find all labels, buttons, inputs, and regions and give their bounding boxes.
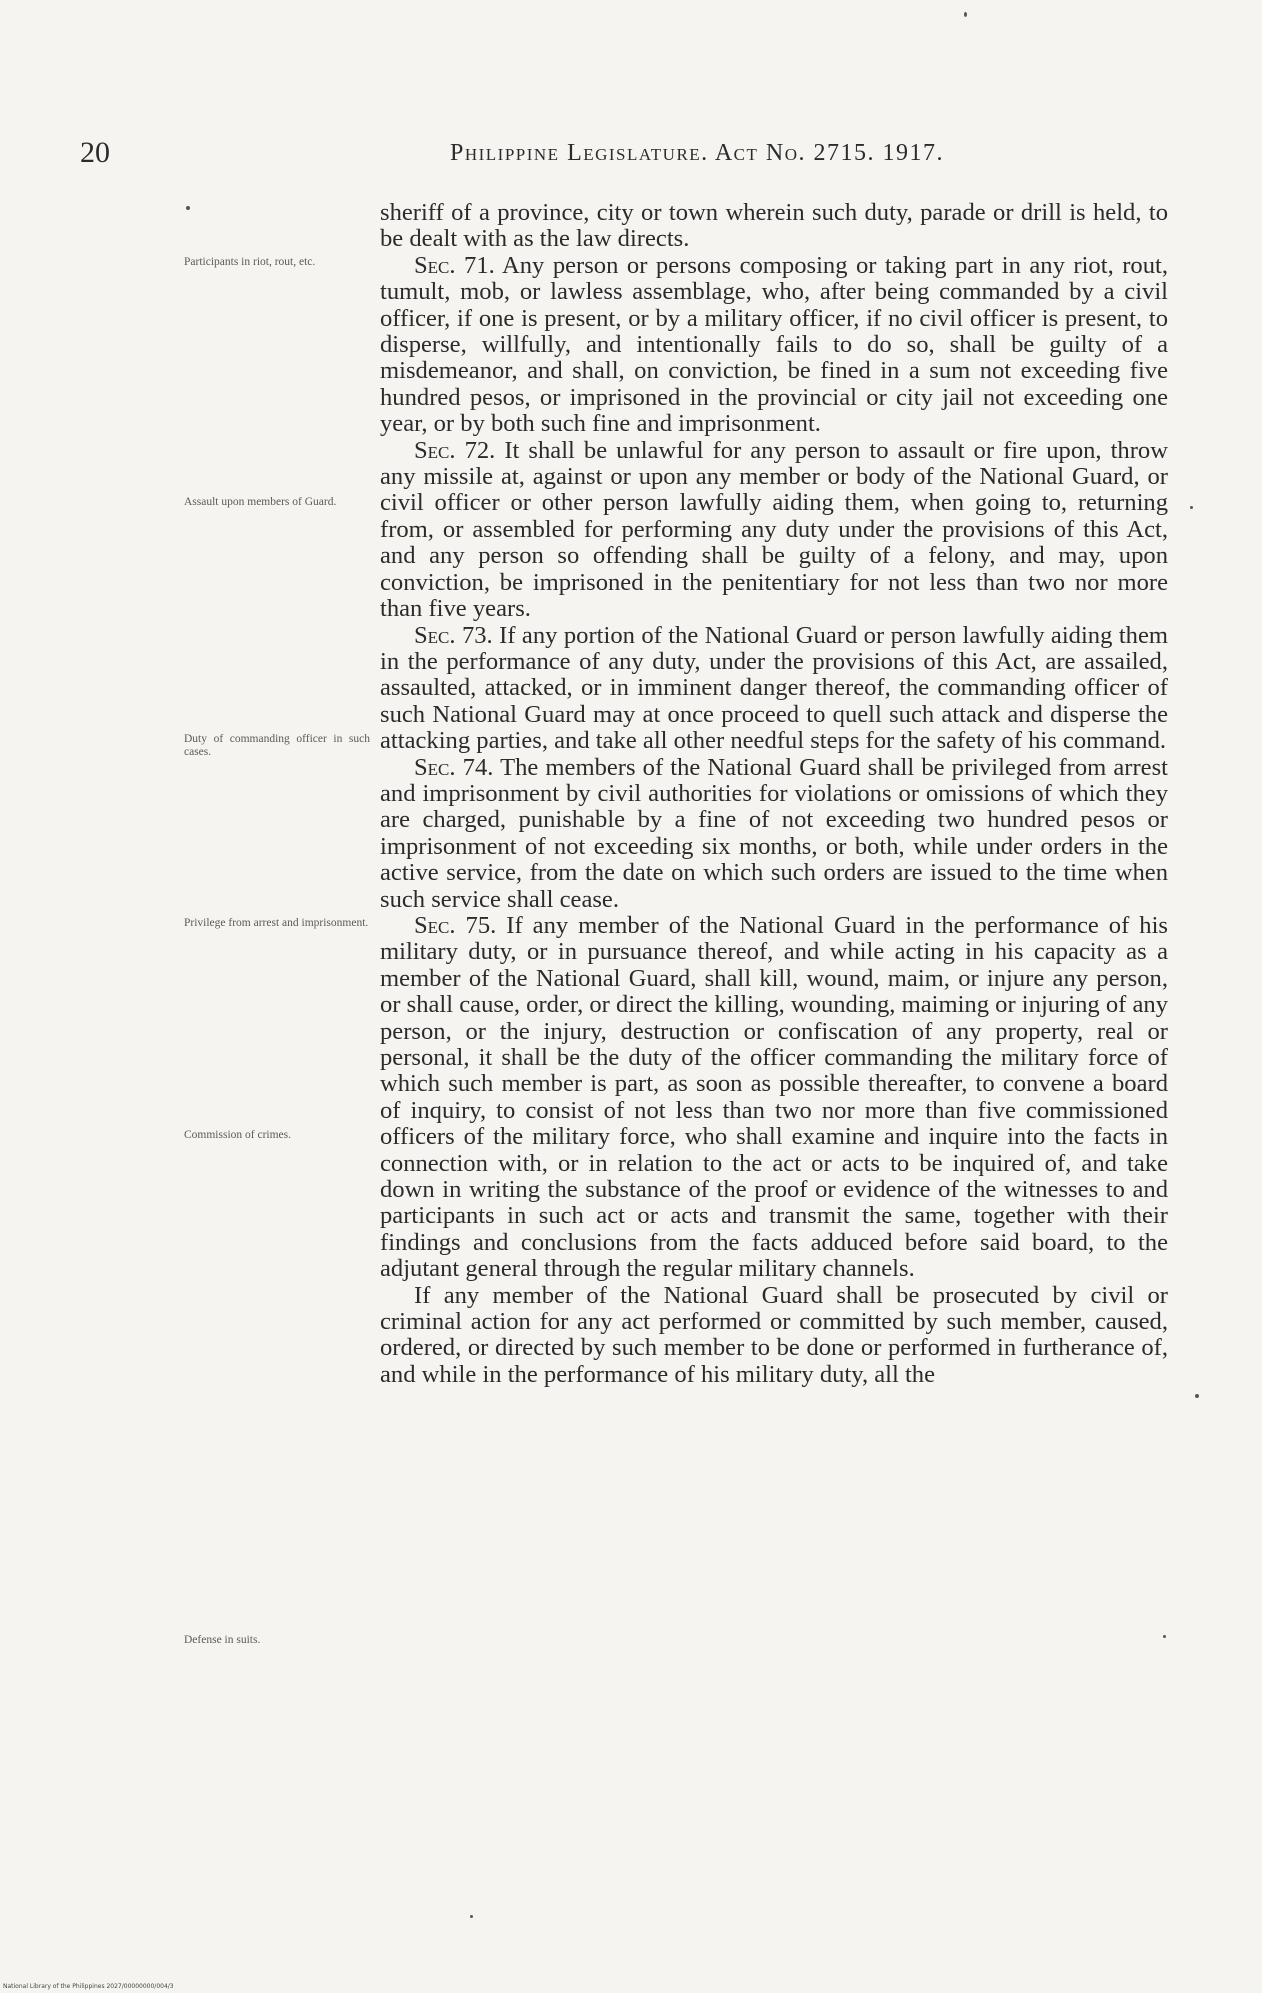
margin-note: Duty of commanding officer in such cases. <box>184 733 370 758</box>
paragraph <box>380 438 1168 623</box>
margin-note: Participants in riot, rout, etc. <box>184 256 316 268</box>
paragraph <box>380 253 1168 438</box>
paragraph <box>380 200 1168 253</box>
page-number: 20 <box>80 136 110 169</box>
scan-speck <box>470 1915 473 1918</box>
scan-speck <box>1195 1394 1199 1398</box>
section-label: Sec. 73. <box>414 621 493 649</box>
section-label: Sec. 71. <box>414 251 495 279</box>
paragraph <box>380 755 1168 913</box>
footer-credit: National Library of the Philippines 2027/00000000/004/3 <box>3 1983 174 1990</box>
paragraph-text: If any member of the National Guard in the performance of his military duty, or in pursuance thereof, and while acting in his capacity as a member of the National Guard, shall kill, wound, maim, or injure any person, or shall cause, order, or direct the killing, wounding, maiming or injuring of any person, or the injury, destruction or confiscation of any property, real or personal, it shall be the duty of the officer commanding the military force of which such member is part, as soon as possible thereafter, to convene a board of inquiry, to consist of not less than two nor more than five commissioned officers of the military force, who shall examine and inquire into the facts in connection with, or in relation to the act or acts to be inquired of, and take down in writing the substance of the proof or evidence of the witnesses to and participants in such act or acts and transmit the same, together with their findings and conclusions from the facts adduced before said board, to the adjutant general through the regular military channels. <box>380 911 1168 1283</box>
paragraph <box>380 913 1168 1283</box>
paragraph-text: If any portion of the National Guard or person lawfully aiding them in the performance of any duty, under the provisions of this Act, are assailed, assaulted, attacked, or in imminent danger thereof, the commanding officer of such National Guard may at once proceed to quell such attack and disperse the attacking parties, and take all other needful steps for the safety of his command. <box>380 621 1168 755</box>
paragraph-text: If any member of the National Guard shall be prosecuted by civil or criminal action for any act performed or committed by such member, caused, ordered, or directed by such member to be done or performed in furtherance of, and while in the performance of his military duty, all the <box>380 1281 1168 1388</box>
running-header: Philippine Legislature. Act No. 2715. 1917. <box>450 140 945 166</box>
section-label: Sec. 75. <box>414 911 497 939</box>
scan-speck <box>1163 1635 1166 1638</box>
scan-speck <box>186 206 190 210</box>
margin-note: Commission of crimes. <box>184 1129 292 1141</box>
paragraph <box>380 1283 1168 1389</box>
margin-note: Defense in suits. <box>184 1634 261 1646</box>
paragraph-text: sheriff of a province, city or town wherein such duty, parade or drill is held, to be dealt with as the law directs. <box>380 199 1168 253</box>
scan-speck <box>964 12 967 17</box>
margin-note: Privilege from arrest and imprisonment. <box>184 917 369 929</box>
paragraph <box>380 623 1168 755</box>
scan-speck <box>1190 506 1193 509</box>
paragraph-text: Any person or persons composing or taking part in any riot, rout, tumult, mob, or lawless assemblage, who, after being commanded by a civil officer, if one is present, or by a military officer, if no civil officer is present, to disperse, willfully, and intentionally fails to do so, shall be guilty of a misdemeanor, and shall, on conviction, be fined in a sum not exceeding five hundred pesos, or imprisoned in the provincial or city jail not exceeding one year, or by both such fine and imprisonment. <box>380 251 1168 438</box>
section-label: Sec. 72. <box>414 436 496 464</box>
margin-note: Assault upon members of Guard. <box>184 496 337 508</box>
paragraph-text: The members of the National Guard shall be privileged from arrest and imprisonment by civil authorities for violations or omissions of which they are charged, punishable by a fine of not exceeding two hundred pesos or imprisonment of not exceeding six months, or both, while under orders in the active service, from the date on which such orders are issued to the time when such service shall cease. <box>380 753 1168 913</box>
paragraph-text: It shall be unlawful for any person to assault or fire upon, throw any missile at, against or upon any member or body of the National Guard, or civil officer or other person lawfully aiding them, when going to, returning from, or assembled for performing any duty under the provisions of this Act, and any person so offending shall be guilty of a felony, and may, upon conviction, be imprisoned in the penitentiary for not less than two nor more than five years. <box>380 436 1168 623</box>
body-text <box>380 200 1168 1388</box>
section-label: Sec. 74. <box>414 753 494 781</box>
